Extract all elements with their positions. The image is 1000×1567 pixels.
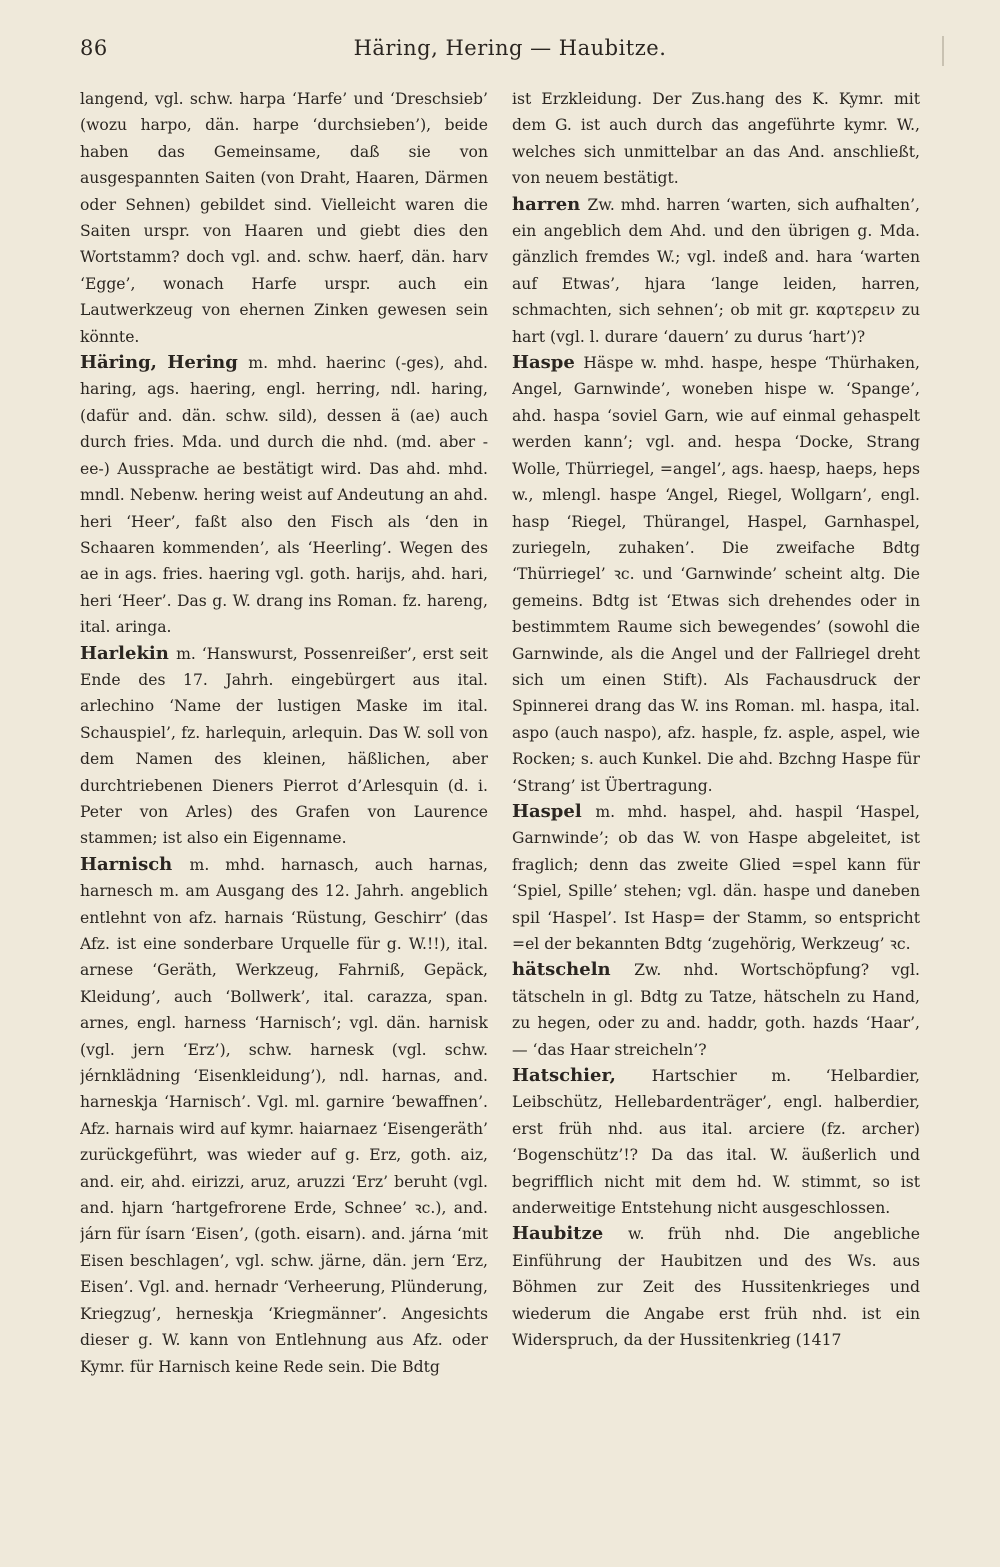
- entry-body: m. mhd. haspel, ahd. haspil ‘Haspel, Garnwinde’; ob das W. von Haspe abgeleitet, ist fraglich; denn das zweite Glied =spel kann für ‘Spiel, Spille’ stehen; vgl. dän. haspe und daneben spil ‘Haspel’. Ist Hasp= der Stamm, so entspricht =el der bekannten Bdtg ‘zugehörig, Werkzeug’ ꝛc.: [512, 802, 920, 953]
- right-column: [512, 86, 920, 1516]
- entry-body: Hartschier m. ‘Helbardier, Leibschütz, Hellebardenträger’, engl. halberdier, erst früh nhd. aus ital. arciere (fz. archer) ‘Bogenschütz’!? Da das ital. W. äußerlich und begrifflich nicht mit dem hd. W. stimmt, so ist anderweitige Entstehung nicht ausgeschlossen.: [512, 1067, 920, 1218]
- dictionary-entry: [512, 350, 920, 799]
- entry-body: m. mhd. harnasch, auch harnas, harnesch m. am Ausgang des 12. Jahrh. angeblich entlehnt von afz. harnais ‘Rüstung, Geschirr’ (das Afz. ist eine sonderbare Urquelle für g. W.!!), ital. arnese ‘Geräth, Werkzeug, Fahrniß, Gepäck, Kleidung’, auch ‘Bollwerk’, ital. carazza, span. arnes, engl. harness ‘Harnisch’; vgl. dän. harnisk (vgl. jern ‘Erz’), schw. harnesk (vgl. schw. jérnklädning ‘Eisenkleidung’), ndl. harnas, and. harneskja ‘Harnisch’. Vgl. ml. garnire ‘bewaffnen’. Afz. harnais wird auf kymr. haiarnaez ‘Eisengeräth’ zurückgeführt, was wieder auf g. Erz, goth. aiz, and. eir, ahd. eirizzi, aruz, aruzzi ‘Erz’ beruht (vgl. and. hjarn ‘hartgefrorene Erde, Schnee’ ꝛc.), and. járn für ísarn ‘Eisen’, (goth. eisarn). and. járna ‘mit Eisen beschlagen’, vgl. schw. järne, dän. jern ‘Erz, Eisen’. Vgl. and. hernadr ‘Verheerung, Plünderung, Kriegzug’, herneskja ‘Kriegmänner’. Angesichts dieser g. W. kann von Entlehnung aus Afz. oder Kymr. für Harnisch keine Rede sein. Die Bdtg: [80, 855, 488, 1376]
- entry-headword: Haspe: [512, 352, 584, 374]
- entry-headword: Hatschier,: [512, 1065, 652, 1087]
- entry-body: Zw. mhd. harren ‘warten, sich aufhalten’, ein angeblich dem Ahd. und den übrigen g. Mda. gänzlich fremdes W.; vgl. indeß and. hara ‘warten auf Etwas’, hjara ‘lange leiden, harren, schmachten, sich sehnen’; ob mit gr. καρτερειν zu hart (vgl. l. durare ‘dauern’ zu durus ‘hart’)?: [512, 195, 920, 346]
- dictionary-entry: [80, 350, 488, 640]
- page-edge-mark: [942, 36, 944, 66]
- entry-headword: harren: [512, 193, 588, 215]
- continuation-text: ist Erzkleidung. Der Zus.hang des K. Kymr. mit dem G. ist auch durch das angeführte kymr. W., welches sich unmittelbar an das And. anschließt, von neuem bestätigt.: [512, 90, 920, 188]
- dictionary-entry: [80, 641, 488, 852]
- left-column: [80, 86, 488, 1516]
- dictionary-entry: [512, 957, 920, 1063]
- page-header: [80, 30, 940, 70]
- running-title: Häring, Hering — Haubitze.: [353, 36, 667, 60]
- entry-body: w. früh nhd. Die angebliche Einführung der Haubitzen und des Ws. aus Böhmen zur Zeit des Hussitenkrieges und wiederum die Angabe erst früh nhd. ist ein Widerspruch, da der Hussitenkrieg (1417: [512, 1225, 920, 1350]
- entry-body: m. mhd. haerinc (-ges), ahd. haring, ags. haering, engl. herring, ndl. haring, (dafür and. dän. schw. sild), dessen ä (ae) auch durch fries. Mda. und durch die nhd. (md. aber -ee-) Aussprache ae bestätigt wird. Das ahd. mhd. mndl. Nebenw. hering weist auf Andeutung an ahd. heri ‘Heer’, faßt also den Fisch als ‘den in Schaaren kommenden’, als ‘Heerling’. Wegen des ae in ags. fries. haering vgl. goth. harijs, ahd. hari, heri ‘Heer’. Das g. W. drang ins Roman. fz. hareng, ital. aringa.: [80, 354, 488, 637]
- continuation-text: langend, vgl. schw. harpa ‘Harfe’ und ‘Dreschsieb’ (wozu harpo, dän. harpe ‘durchsieben’), beide haben das Gemeinsame, daß sie von ausgespannten Saiten (von Draht, Haaren, Därmen oder Sehnen) gebildet sind. Vielleicht waren die Saiten urspr. von Haaren und giebt dies den Wortstamm? doch vgl. and. schw. haerf, dän. harv ‘Egge’, wonach Harfe urspr. auch ein Lautwerkzeug von ehernen Zinken gewesen sein könnte.: [80, 90, 488, 346]
- entry-body: Häspe w. mhd. haspe, hespe ‘Thürhaken, Angel, Garnwinde’, woneben hispe w. ‘Spange’, ahd. haspa ‘soviel Garn, wie auf einmal gehaspelt werden kann’; vgl. and. hespa ‘Docke, Strang Wolle, Thürriegel, =angel’, ags. haesp, haeps, heps w., mlengl. haspe ‘Angel, Riegel, Wollgarn’, engl. hasp ‘Riegel, Thürangel, Haspel, Garnhaspel, zuriegeln, zuhaken’. Die zweifache Bdtg ‘Thürriegel’ ꝛc. und ‘Garnwinde’ scheint altg. Die gemeins. Bdtg ist ‘Etwas sich drehendes oder in bestimmtem Raume sich bewegendes’ (sowohl die Garnwinde, als die Angel und der Fallriegel dreht sich um einen Stift). Als Fachausdruck der Spinnerei drang das W. ins Roman. ml. haspa, ital. aspo (auch naspo), afz. hasple, fz. asple, aspel, wie Rocken; s. auch Kunkel. Die ahd. Bzchng Haspe für ‘Strang’ ist Übertragung.: [512, 354, 920, 795]
- entry-headword: Häring, Hering: [80, 352, 249, 374]
- entry-headword: Harlekin: [80, 642, 177, 664]
- dictionary-entry: [512, 799, 920, 957]
- dictionary-entry: [512, 192, 920, 350]
- entry-headword: hätscheln: [512, 959, 635, 981]
- page-number: 86: [80, 36, 108, 60]
- entry-body: Zw. nhd. Wortschöpfung? vgl. tätscheln in gl. Bdtg zu Tatze, hätscheln zu Hand, zu hegen, oder zu and. haddr, goth. hazds ‘Haar’, — ‘das Haar streicheln’?: [512, 961, 920, 1059]
- entry-headword: Haubitze: [512, 1223, 628, 1245]
- dictionary-entry: [512, 1063, 920, 1221]
- dictionary-entry: [512, 1221, 920, 1353]
- entry-body: m. ‘Hanswurst, Possenreißer’, erst seit Ende des 17. Jahrh. eingebürgert aus ital. arlechino ‘Name der lustigen Maske im ital. Schauspiel’, fz. harlequin, arlequin. Das W. soll von dem Namen des kleinen, häßlichen, aber durchtriebenen Dieners Pierrot d’Arlesquin (d. i. Peter von Arles) des Grafen von Laurence stammen; ist also ein Eigenname.: [80, 644, 488, 848]
- entry-headword: Haspel: [512, 800, 596, 822]
- dictionary-entry: [80, 852, 488, 1380]
- entry-headword: Harnisch: [80, 853, 190, 875]
